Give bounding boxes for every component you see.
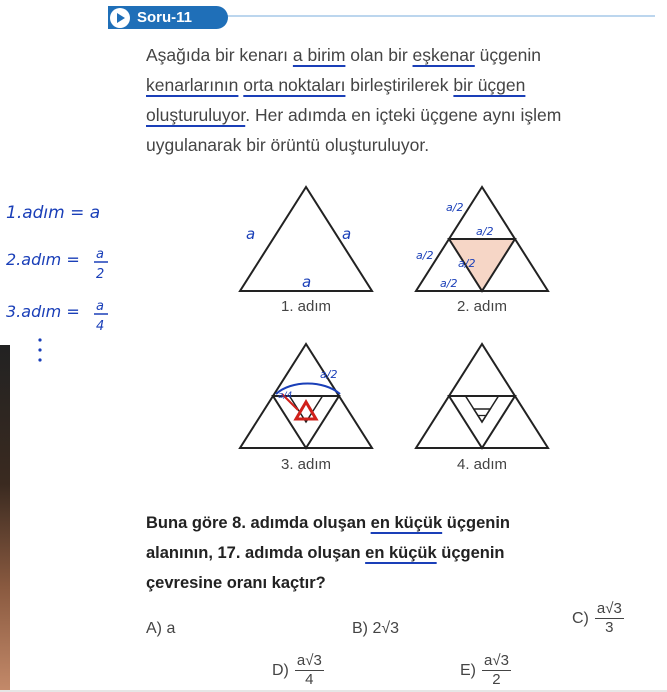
figure-step-3: [236, 340, 376, 452]
note-step-3-left: 3.adım =: [6, 302, 80, 321]
badge-label: Soru-11: [137, 9, 193, 26]
question-badge: [108, 6, 228, 29]
figure-label-step-3: 3. adım: [280, 456, 332, 473]
option-c[interactable]: C) $\frac{a√3}{3}$: [572, 600, 622, 636]
label-a2-top: a/2: [446, 201, 464, 214]
intro-text: [146, 40, 646, 160]
option-a[interactable]: A) a: [146, 620, 176, 637]
note-step-2-den: 2: [96, 267, 105, 282]
question-text: [146, 508, 626, 598]
fraction: $\frac{a√3}{2}$: [484, 652, 509, 688]
label-a4: a/4: [278, 391, 293, 401]
handwritten-notes: [0, 190, 140, 390]
label-a2-inner-top: a/2: [476, 225, 494, 238]
intro-line-1: Aşağıda bir kenarı a birim olan bir eşkenar üçgenin: [146, 45, 541, 65]
side-label-right: a: [342, 225, 352, 243]
option-d[interactable]: D) $\frac{a√3}{4}$: [272, 652, 322, 688]
figure-label-step-2: 2. adım: [456, 298, 508, 315]
note-step-1: 1.adım = a: [6, 203, 101, 223]
label-a2-left: a/2: [416, 249, 434, 262]
figure-step-4: [412, 340, 552, 452]
intro-line-2: kenarlarının orta noktaları birleştirilerek bir üçgen: [146, 75, 526, 95]
intro-line-3: oluşturuluyor. Her adımda en içteki üçgene aynı işlem: [146, 105, 562, 125]
note-step-2-num: a: [96, 247, 104, 262]
note-step-3-den: 4: [96, 319, 105, 334]
note-step-2-left: 2.adım =: [6, 250, 80, 269]
question-line-3: çevresine oranı kaçtır?: [146, 574, 326, 592]
figure-label-step-4: 4. adım: [456, 456, 508, 473]
question-line-1: Buna göre 8. adımda oluşan en küçük üçgenin: [146, 514, 511, 532]
option-b[interactable]: B) 2√3: [352, 620, 400, 637]
intro-line-4: uygulanarak bir örüntü oluşturuluyor.: [146, 135, 430, 155]
option-e[interactable]: E) $\frac{a√3}{2}$: [460, 652, 509, 688]
side-label-left: a: [246, 225, 256, 243]
label-a2: a/2: [320, 368, 338, 381]
video-overlay-strip: [0, 345, 10, 692]
label-a2-bottom: a/2: [440, 277, 458, 290]
question-line-2: alanının, 17. adımda oluşan en küçük üçgenin: [146, 544, 505, 562]
side-label-bottom: a: [302, 273, 312, 291]
fraction: $\frac{a√3}{4}$: [296, 652, 322, 688]
label-a2-inner-left: a/2: [458, 257, 476, 270]
figure-step-1: [236, 183, 376, 295]
note-step-3-num: a: [96, 299, 104, 314]
figure-label-step-1: 1. adım: [280, 298, 332, 315]
fraction: $\frac{a√3}{3}$: [596, 600, 622, 636]
play-icon[interactable]: [110, 8, 130, 28]
figure-step-2: [412, 183, 552, 295]
